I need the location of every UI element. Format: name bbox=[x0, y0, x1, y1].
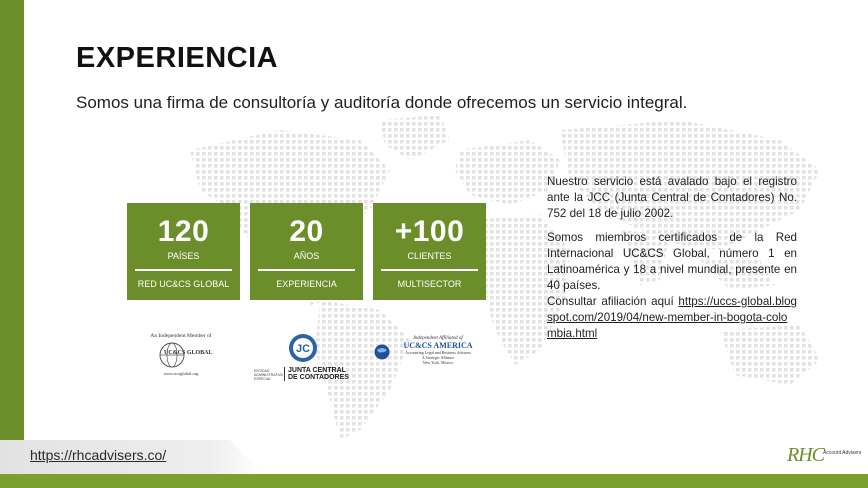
ucs-global-top-text: An Independent Member of bbox=[150, 333, 212, 339]
stat-card-clients bbox=[373, 203, 486, 300]
brand-logo-text: RHC bbox=[787, 444, 824, 466]
stat-card-years bbox=[250, 203, 363, 300]
rhc-brand-logo bbox=[787, 444, 863, 468]
stat-card-countries bbox=[127, 203, 240, 300]
stat-description: EXPERIENCIA bbox=[276, 279, 337, 289]
page-subtitle: Somos una firma de consultoría y auditoría donde ofrecemos un servicio integral. bbox=[76, 93, 688, 112]
left-accent-bar bbox=[0, 0, 24, 440]
affiliation-link[interactable]: https://uccs-global.blogspot.com/2019/04/new-member-in-bogota-colombia.html bbox=[547, 295, 797, 340]
stat-unit: CLIENTES bbox=[407, 251, 452, 261]
brand-tagline: Account Advisers bbox=[823, 450, 862, 456]
info-text-block bbox=[547, 174, 797, 350]
jcc-emblem-icon bbox=[286, 333, 320, 363]
stat-unit: PAÍSES bbox=[167, 251, 200, 261]
ucs-america-line2: A Strategic Alliance bbox=[421, 355, 455, 360]
bottom-accent-bar bbox=[0, 474, 868, 488]
jcc-name-line1: JUNTA CENTRAL bbox=[288, 367, 346, 374]
ucs-america-logo bbox=[372, 336, 482, 386]
stat-number: +100 bbox=[394, 215, 465, 248]
ucs-global-name: UC&CS GLOBAL bbox=[164, 350, 213, 356]
website-link[interactable]: https://rhcadvisers.co/ bbox=[30, 447, 167, 463]
svg-text:JC: JC bbox=[295, 343, 311, 355]
ucs-global-logo bbox=[142, 333, 220, 385]
ucs-america-text-block bbox=[394, 336, 482, 365]
ucs-america-line1: Accounting Legal and Business Advisers bbox=[405, 350, 471, 355]
stat-unit: AÑOS bbox=[293, 251, 320, 261]
info-paragraph-affiliation bbox=[547, 294, 797, 342]
jcc-name-line2: DE CONTADORES bbox=[288, 374, 349, 381]
stat-number: 20 bbox=[289, 215, 324, 248]
jcc-name-block bbox=[284, 367, 358, 381]
affiliation-prefix: Consultar afiliación aquí bbox=[547, 295, 679, 308]
globe-icon bbox=[374, 344, 390, 360]
stat-description: RED UC&CS GLOBAL bbox=[137, 279, 230, 289]
stat-divider bbox=[258, 269, 355, 271]
ucs-global-url: www.ucsglobal.org bbox=[163, 371, 199, 376]
jcc-logo bbox=[254, 333, 354, 385]
stat-divider bbox=[381, 269, 478, 271]
info-paragraph-registration: Nuestro servicio está avalado bajo el registro ante la JCC (Junta Central de Contadores) No. 752 del 18 de julio 2002. bbox=[547, 175, 797, 220]
stat-divider bbox=[135, 269, 232, 271]
jcc-side-text: ENTIDAD ADMINISTRATIVA ESPECIAL bbox=[254, 369, 283, 381]
info-paragraph-membership: Somos miembros certificados de la Red Internacional UC&CS Global, número 1 en Latinoamérica y 18 a nivel mundial, presente en 40 países. bbox=[547, 231, 797, 292]
ucs-america-top-text: Independent Affiliated of bbox=[413, 336, 463, 341]
ucs-america-line3: New York, Mexico bbox=[422, 360, 454, 365]
page-title: EXPERIENCIA bbox=[76, 42, 279, 74]
ucs-america-name: UC&CS AMERICA bbox=[403, 341, 473, 350]
stat-description: MULTISECTOR bbox=[397, 279, 462, 289]
stat-number: 120 bbox=[157, 215, 210, 248]
